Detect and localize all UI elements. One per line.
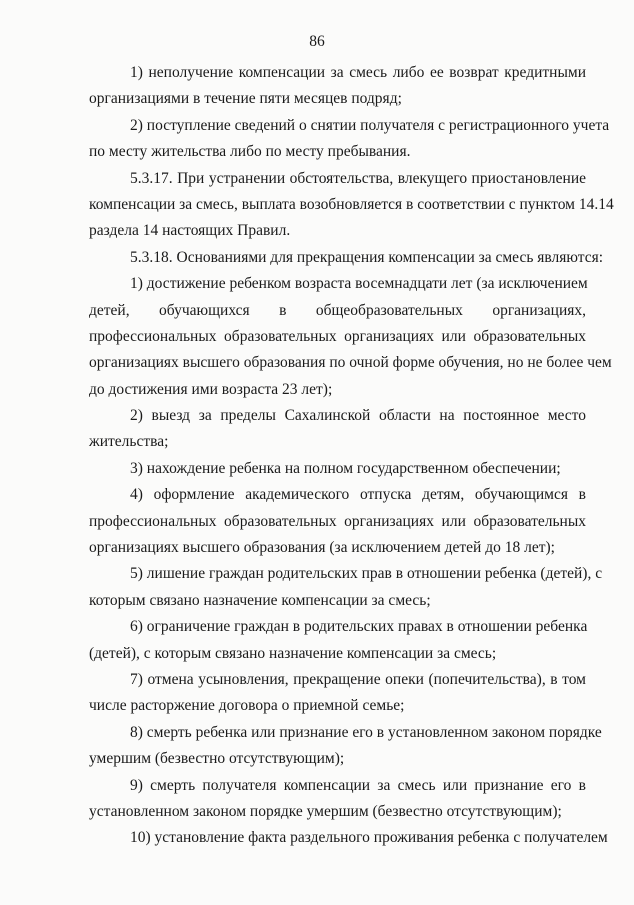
- text-line: организациями в течение пяти месяцев подряд;: [89, 90, 402, 108]
- page-number: 86: [309, 33, 325, 50]
- text-line: 3) нахождение ребенка на полном государственном обеспечении;: [130, 459, 561, 477]
- text-line: 5.3.17. При устранении обстоятельства, влекущего приостановление: [130, 169, 586, 187]
- text-line: 9) смерть получателя компенсации за смесь или признание его в: [130, 776, 586, 794]
- text-line: профессиональных образовательных организациях или образовательных: [89, 327, 586, 345]
- text-line: 2) выезд за пределы Сахалинской области на постоянное место: [130, 407, 586, 425]
- text-line: числе расторжение договора о приемной семье;: [89, 697, 405, 715]
- text-line: профессиональных образовательных организациях или образовательных: [89, 512, 586, 530]
- text-line: компенсации за смесь, выплата возобновляется в соответствии с пунктом 14.14: [89, 195, 614, 213]
- text-line: которым связано назначение компенсации за смесь;: [89, 591, 431, 609]
- text-line: 5) лишение граждан родительских прав в отношении ребенка (детей), с: [130, 565, 603, 583]
- text-line: организациях высшего образования (за исключением детей до 18 лет);: [89, 539, 555, 557]
- text-line: 1) неполучение компенсации за смесь либо ее возврат кредитными: [130, 64, 586, 81]
- text-line: раздела 14 настоящих Правил.: [89, 222, 291, 240]
- text-line: 5.3.18. Основаниями для прекращения компенсации за смесь являются:: [130, 248, 604, 266]
- text-line: 2) поступление сведений о снятии получателя с регистрационного учета: [130, 116, 610, 134]
- text-line: 6) ограничение граждан в родительских правах в отношении ребенка: [130, 618, 588, 636]
- text-line: жительства;: [89, 433, 169, 451]
- text-line: 1) достижение ребенком возраста восемнадцати лет (за исключением: [130, 275, 588, 293]
- text-line: 7) отмена усыновления, прекращение опеки (попечительства), в том: [130, 670, 586, 688]
- text-line: до достижения ими возраста 23 лет);: [89, 380, 333, 398]
- text-line: организациях высшего образования по очной форме обучения, но не более чем: [89, 354, 612, 372]
- text-line: 8) смерть ребенка или признание его в установленном законом порядке: [130, 723, 602, 741]
- text-line: умершим (безвестно отсутствующим);: [89, 750, 345, 768]
- text-line: 10) установление факта раздельного проживания ребенка с получателем: [130, 829, 608, 847]
- text-line: (детей), с которым связано назначение компенсации за смесь;: [89, 644, 497, 662]
- text-line: 4) оформление академического отпуска детям, обучающимся в: [130, 486, 586, 504]
- text-line: детей, обучающихся в общеобразовательных организациях,: [89, 301, 586, 319]
- text-line: установленном законом порядке умершим (безвестно отсутствующим);: [89, 802, 562, 820]
- text-line: по месту жительства либо по месту пребывания.: [89, 143, 411, 161]
- document-body: [89, 60, 614, 852]
